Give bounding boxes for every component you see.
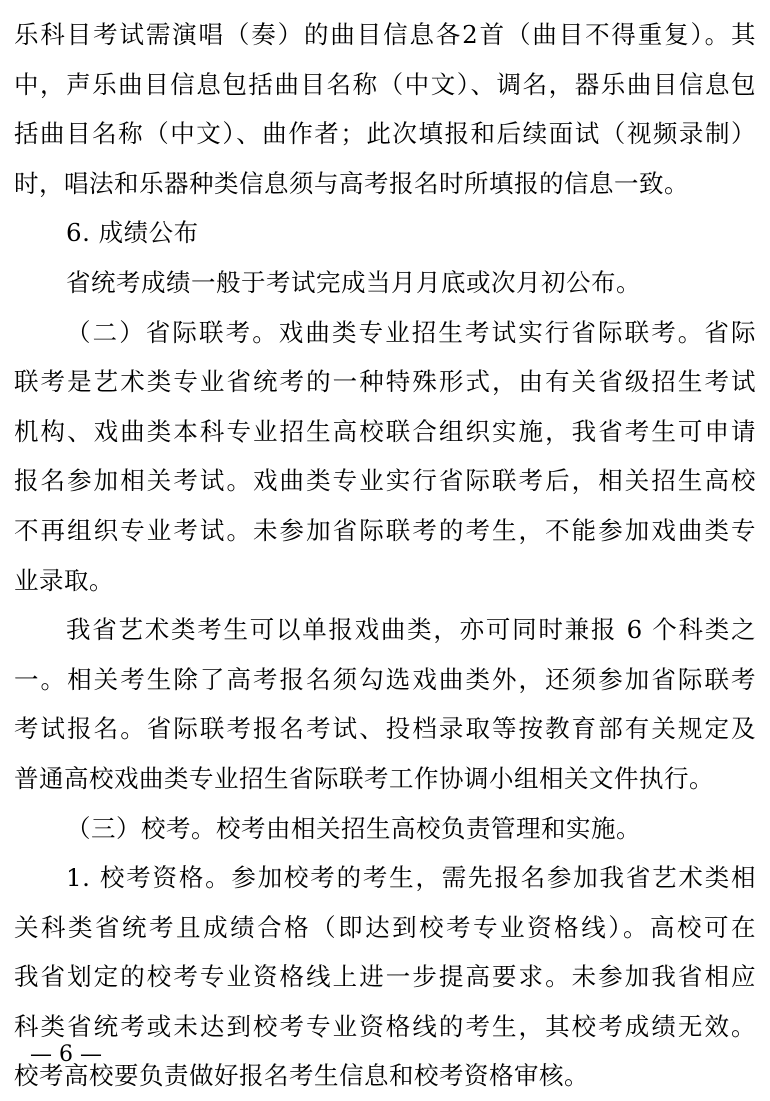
text-line: 关科类省统考且成绩合格（即达到校考专业资格线）。高校可在 <box>14 912 756 942</box>
text-line: 时，唱法和乐器种类信息须与高考报名时所填报的信息一致。 <box>14 168 689 198</box>
section-heading: （二）省际联考。戏曲类专业招生考试实行省际联考。省际 <box>66 317 756 347</box>
text-line: 机构、戏曲类本科专业招生高校联合组织实施，我省考生可申请 <box>14 416 756 446</box>
page-number: — 6 — <box>30 1042 102 1067</box>
text-line: 1. 校考资格。参加校考的考生，需先报名参加我省艺术类相 <box>66 863 756 893</box>
text-line: 我省划定的校考专业资格线上进一步提高要求。未参加我省相应 <box>14 962 756 992</box>
text-line: 校考高校要负责做好报名考生信息和校考资格审核。 <box>14 1061 589 1091</box>
body-text <box>14 10 756 1101</box>
text-line: 科类省统考或未达到校考专业资格线的考生，其校考成绩无效。 <box>14 1011 756 1041</box>
text-line: 业录取。 <box>14 565 114 595</box>
text-line: 不再组织专业考试。未参加省际联考的考生，不能参加戏曲类专 <box>14 515 756 545</box>
text-line: 联考是艺术类专业省统考的一种特殊形式，由有关省级招生考试 <box>14 367 756 397</box>
text-line: 括曲目名称（中文）、曲作者；此次填报和后续面试（视频录制） <box>14 119 756 149</box>
text-line: 报名参加相关考试。戏曲类专业实行省际联考后，相关招生高校 <box>14 466 756 496</box>
text-line: 中，声乐曲目信息包括曲目名称（中文）、调名，器乐曲目信息包 <box>14 69 756 99</box>
text-line: 普通高校戏曲类专业招生省际联考工作协调小组相关文件执行。 <box>14 763 714 793</box>
text-line: 乐科目考试需演唱（奏）的曲目信息各2首（曲目不得重复）。其 <box>14 20 756 49</box>
section-heading: 6. 成绩公布 <box>66 218 199 248</box>
text-line: 我省艺术类考生可以单报戏曲类，亦可同时兼报 6 个科类之 <box>66 615 756 645</box>
text-line: 一。相关考生除了高考报名须勾选戏曲类外，还须参加省际联考 <box>14 664 756 694</box>
text-line: 考试报名。省际联考报名考试、投档录取等按教育部有关规定及 <box>14 714 756 744</box>
section-heading: （三）校考。校考由相关招生高校负责管理和实施。 <box>66 813 641 843</box>
text-line: 省统考成绩一般于考试完成当月月底或次月初公布。 <box>66 267 641 297</box>
